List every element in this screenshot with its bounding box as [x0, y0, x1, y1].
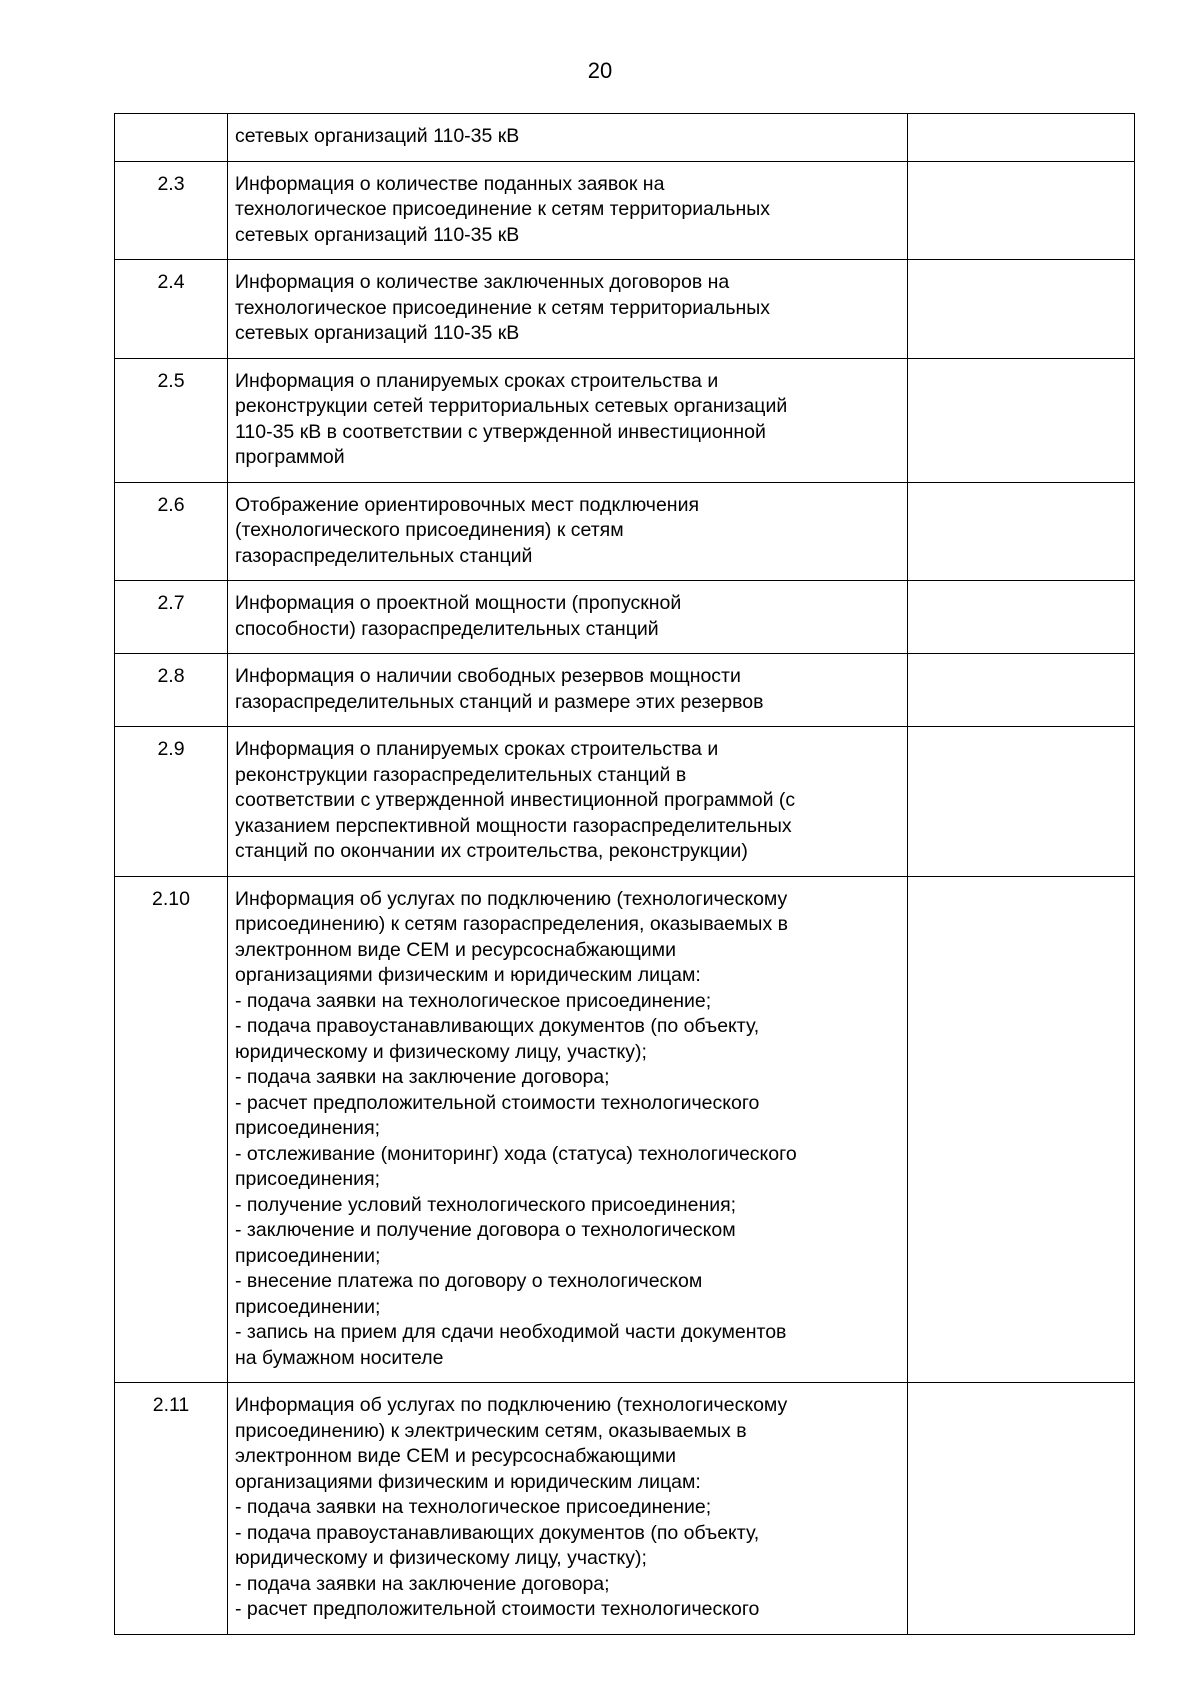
table-body — [115, 114, 1135, 1635]
item-number: 2.6 — [115, 482, 228, 581]
table-row — [115, 161, 1135, 260]
description-line: - подача правоустанавливающих документов (по объекту, — [235, 1521, 760, 1544]
description-line: юридическому и физическому лицу, участку); — [235, 1040, 647, 1063]
table-row — [115, 727, 1135, 877]
description-line: присоединению) к сетям газораспределения, оказываемых в — [235, 913, 788, 935]
description-line: - внесение платежа по договору о технологическом — [235, 1270, 703, 1292]
item-number: 2.10 — [115, 876, 228, 1383]
item-description — [228, 161, 908, 260]
item-number: 2.5 — [115, 358, 228, 482]
item-number: 2.3 — [115, 161, 228, 260]
item-description — [228, 654, 908, 727]
item-notes-cell — [908, 654, 1135, 727]
description-line: - подача правоустанавливающих документов (по объекту, — [235, 1015, 760, 1037]
description-line: - подача заявки на технологическое присоединение; — [235, 989, 712, 1012]
description-line: организациями физическим и юридическим лицам: — [235, 1470, 701, 1493]
table-row — [115, 482, 1135, 581]
description-line: - расчет предположительной стоимости технологического — [235, 1598, 760, 1620]
description-line: Информация о планируемых сроках строительства и — [235, 738, 719, 760]
description-line: газораспределительных станций — [235, 544, 533, 567]
item-notes-cell — [908, 260, 1135, 359]
item-description — [228, 482, 908, 581]
item-description — [228, 876, 908, 1383]
description-line: реконструкции газораспределительных станций в — [235, 763, 687, 786]
item-description — [228, 1383, 908, 1635]
description-line: организациями физическим и юридическим лицам: — [235, 964, 701, 986]
description-line: технологическое присоединение к сетям территориальных — [235, 296, 771, 319]
item-notes-cell — [908, 358, 1135, 482]
item-notes-cell — [908, 482, 1135, 581]
description-line: присоединении; — [235, 1244, 381, 1267]
table-row — [115, 358, 1135, 482]
description-line: станций по окончании их строительства, реконструкции) — [235, 840, 748, 862]
description-line: - подача заявки на технологическое присоединение; — [235, 1496, 712, 1518]
item-description — [228, 358, 908, 482]
description-line: реконструкции сетей территориальных сетевых организаций — [235, 395, 788, 417]
page-number: 20 — [587, 58, 613, 83]
table-row — [115, 654, 1135, 727]
description-line: Информация об услугах по подключению (технологическому — [235, 1394, 788, 1416]
description-line: присоединении; — [235, 1295, 381, 1318]
description-line: - отслеживание (мониторинг) хода (статуса) технологического — [235, 1142, 797, 1165]
table-row — [115, 581, 1135, 654]
item-description — [228, 114, 908, 162]
item-description — [228, 727, 908, 877]
description-line: сетевых организаций 110-35 кВ — [235, 223, 520, 246]
item-notes-cell — [908, 876, 1135, 1383]
description-line: присоединения; — [235, 1117, 381, 1139]
item-description — [228, 581, 908, 654]
description-line: соответствии с утвержденной инвестиционной программой (с — [235, 789, 796, 811]
description-line: электронном виде СЕМ и ресурсоснабжающими — [235, 1445, 676, 1467]
item-number: 2.7 — [115, 581, 228, 654]
item-notes-cell — [908, 581, 1135, 654]
description-line: - запись на прием для сдачи необходимой части документов — [235, 1321, 787, 1343]
description-line: юридическому и физическому лицу, участку); — [235, 1547, 647, 1569]
description-line: присоединения; — [235, 1168, 381, 1190]
item-notes-cell — [908, 114, 1135, 162]
description-line: Информация о планируемых сроках строительства и — [235, 369, 719, 392]
description-line: Информация об услугах по подключению (технологическому — [235, 887, 788, 910]
table-row — [115, 260, 1135, 359]
description-line: - заключение и получение договора о технологическом — [235, 1219, 736, 1241]
item-number: 2.11 — [115, 1383, 228, 1635]
item-notes-cell — [908, 727, 1135, 877]
table-row — [115, 1383, 1135, 1635]
description-line: газораспределительных станций и размере этих резервов — [235, 690, 764, 713]
description-line: - расчет предположительной стоимости технологического — [235, 1091, 760, 1114]
description-line: Информация о количестве поданных заявок на — [235, 172, 665, 195]
description-line: на бумажном носителе — [235, 1346, 444, 1369]
description-line: (технологического присоединения) к сетям — [235, 519, 624, 541]
description-line: технологическое присоединение к сетям территориальных — [235, 198, 771, 220]
description-line: - подача заявки на заключение договора; — [235, 1572, 610, 1595]
item-number: 2.8 — [115, 654, 228, 727]
description-line: сетевых организаций 110-35 кВ — [235, 125, 520, 147]
description-line: Информация о проектной мощности (пропускной — [235, 592, 682, 614]
description-line: программой — [235, 446, 345, 468]
requirements-table — [114, 113, 1135, 1635]
description-line: указанием перспективной мощности газораспределительных — [235, 814, 792, 837]
item-notes-cell — [908, 1383, 1135, 1635]
item-notes-cell — [908, 161, 1135, 260]
description-line: способности) газораспределительных станций — [235, 617, 659, 640]
table-row — [115, 114, 1135, 162]
description-line: - получение условий технологического присоединения; — [235, 1193, 737, 1216]
description-line: присоединению) к электрическим сетям, оказываемых в — [235, 1419, 747, 1442]
description-line: Информация о наличии свободных резервов мощности — [235, 665, 741, 687]
description-line: Отображение ориентировочных мест подключения — [235, 493, 700, 516]
description-line: Информация о количестве заключенных договоров на — [235, 271, 730, 293]
description-line: 110-35 кВ в соответствии с утвержденной инвестиционной — [235, 420, 766, 443]
item-number: 2.4 — [115, 260, 228, 359]
item-number — [115, 114, 228, 162]
description-line: сетевых организаций 110-35 кВ — [235, 322, 520, 344]
table-row — [115, 876, 1135, 1383]
description-line: электронном виде СЕМ и ресурсоснабжающими — [235, 938, 676, 961]
item-number: 2.9 — [115, 727, 228, 877]
description-line: - подача заявки на заключение договора; — [235, 1066, 610, 1088]
item-description — [228, 260, 908, 359]
